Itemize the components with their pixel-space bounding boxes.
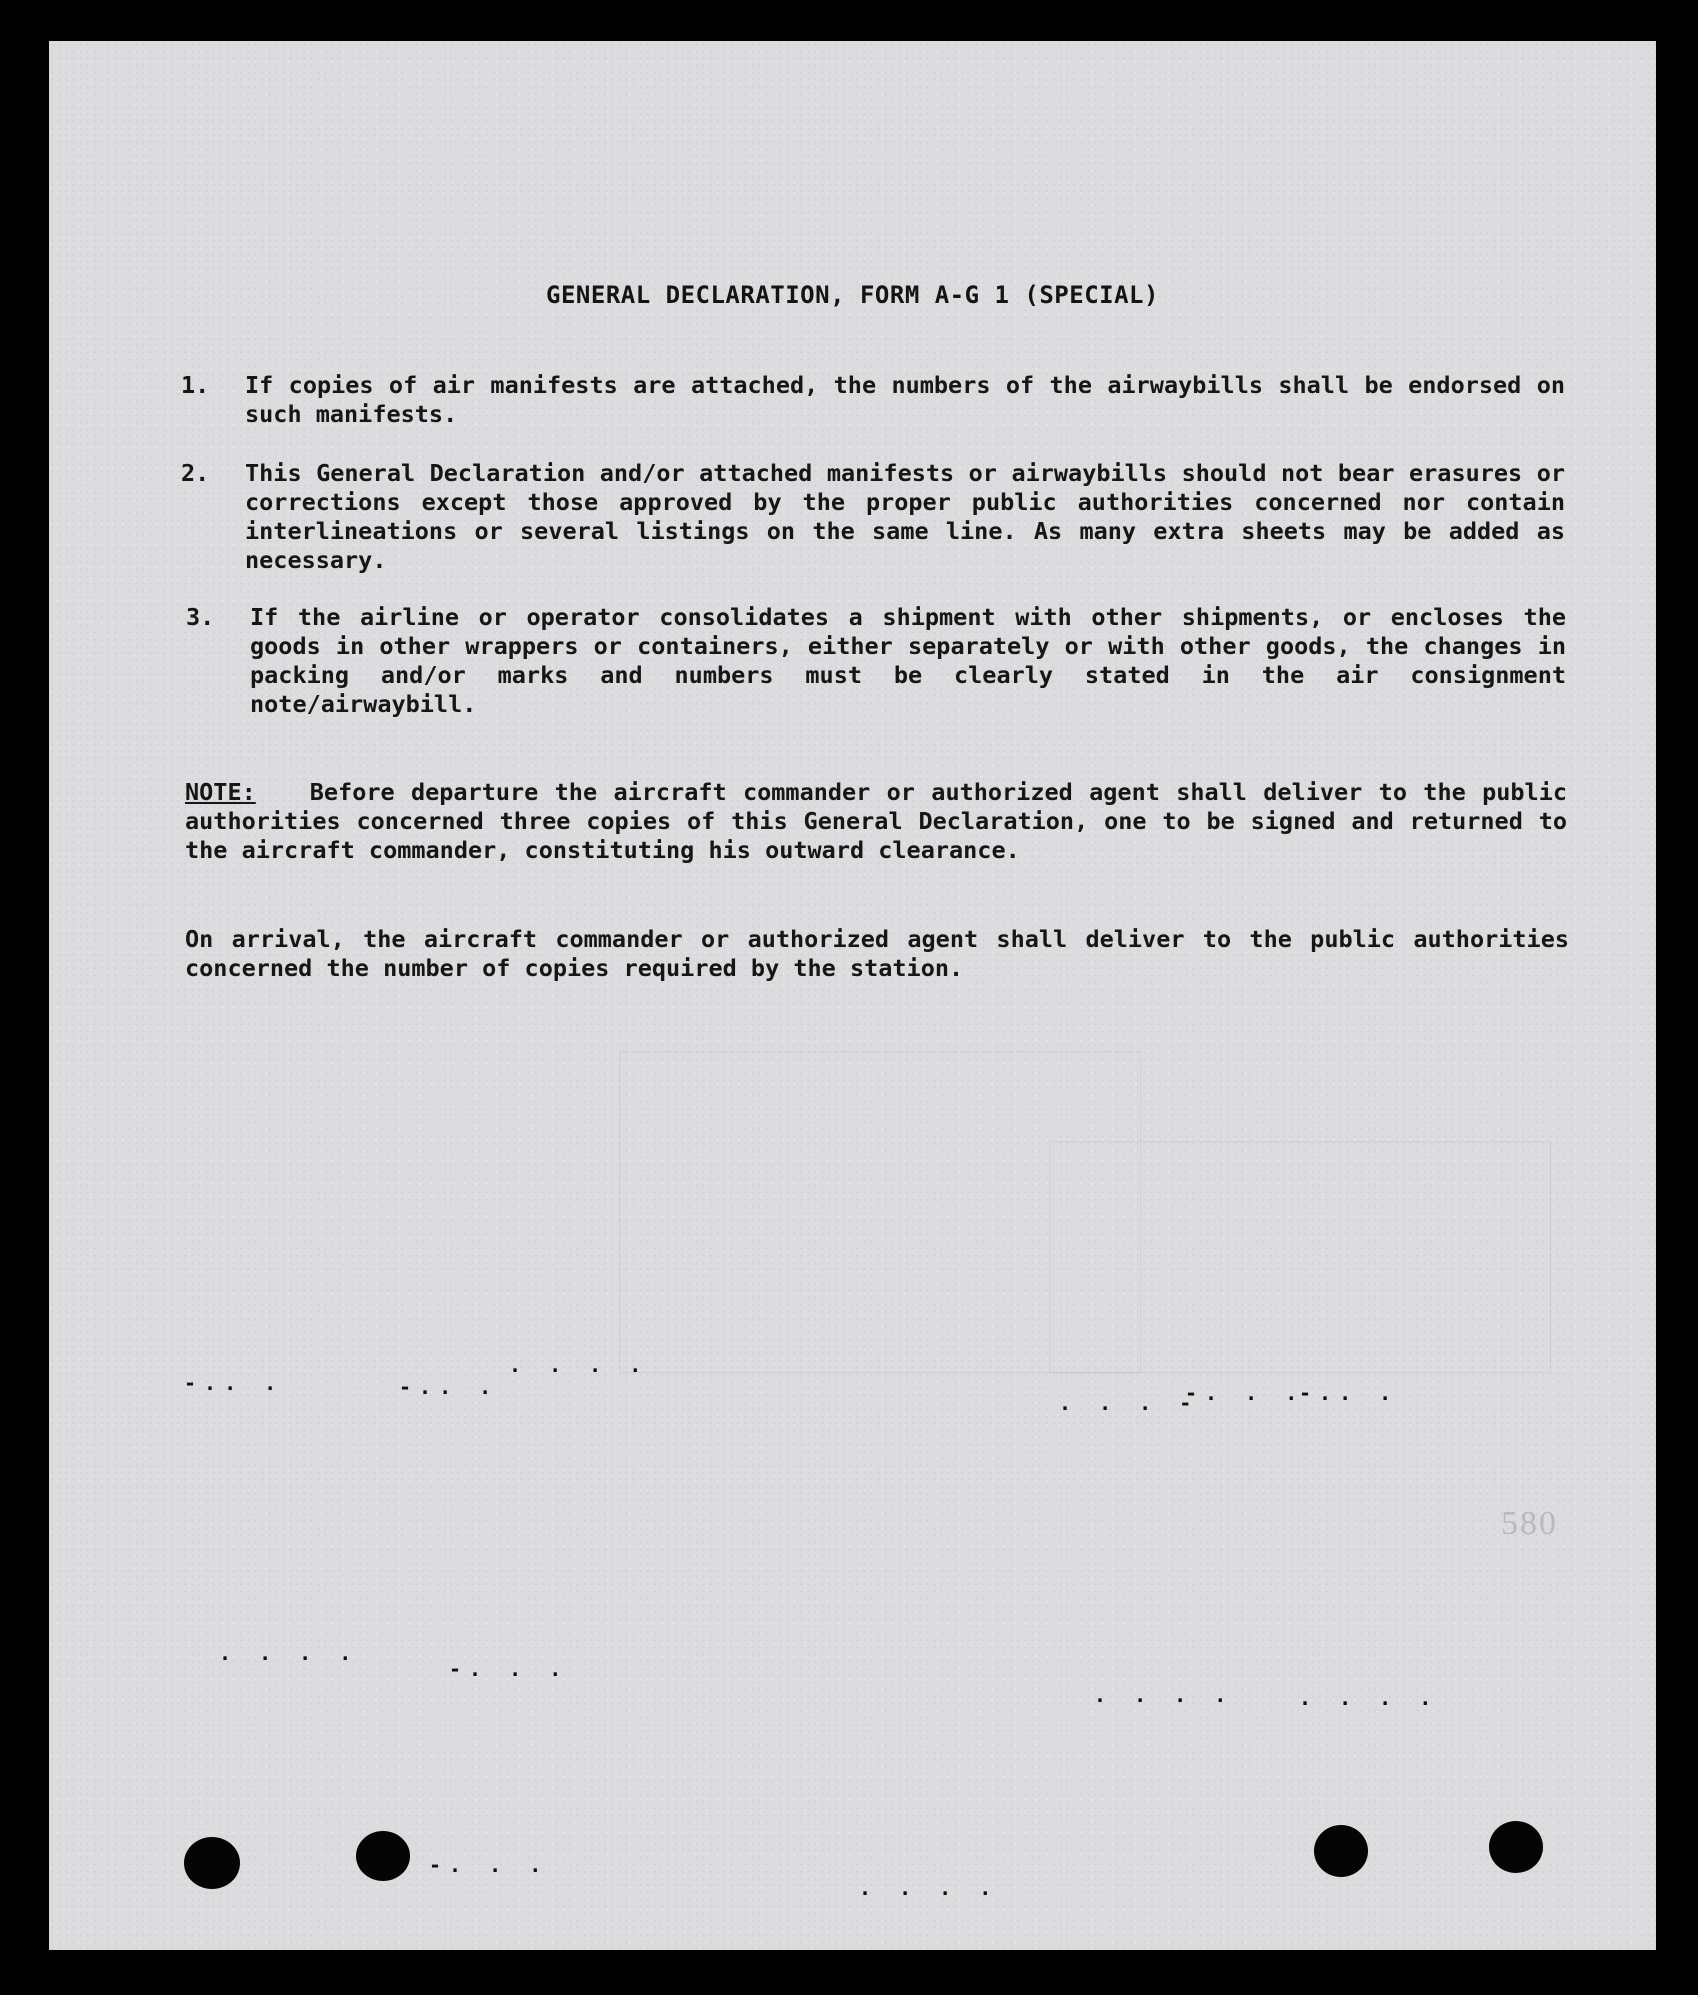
note-text: Before departure the aircraft commander or authorized agent shall deliver to the public authorities concerned three copies of this General Declaration, one to be signed and returned to the aircraft commander, constituting his outward clearance. — [185, 778, 1567, 864]
document-page — [49, 41, 1656, 1950]
document-title: GENERAL DECLARATION, FORM A-G 1 (SPECIAL) — [546, 281, 1159, 309]
item-text-3: If the airline or operator consolidates a shipment with other shipments, or encloses the goods in other wrappers or containers, either separately or with other goods, the changes in packing and/or marks and numbers must be clearly stated in the air consignment note/airwaybill. — [250, 603, 1566, 718]
item-number-3: 3. — [186, 603, 215, 631]
scan-specks: -. . . — [1185, 1381, 1306, 1405]
scan-specks: . . . . — [1299, 1686, 1440, 1710]
note-paragraph — [185, 778, 1567, 865]
punch-hole — [1489, 1821, 1543, 1873]
item-number-2: 2. — [181, 459, 210, 487]
punch-hole — [184, 1837, 240, 1889]
scan-specks: . . . . — [1094, 1683, 1235, 1707]
scan-specks: -. . . — [449, 1657, 570, 1681]
scan-specks: . . . . — [859, 1876, 1000, 1900]
scan-specks: -. . . — [429, 1853, 550, 1877]
scan-specks: -.. . — [184, 1371, 285, 1395]
bleed-through-number: 580 — [1501, 1505, 1558, 1542]
scan-specks: -.. . — [1299, 1381, 1400, 1405]
note-label: NOTE: — [185, 778, 256, 806]
punch-hole — [1314, 1825, 1368, 1877]
scan-specks: . . . . — [219, 1641, 360, 1665]
arrival-paragraph: On arrival, the aircraft commander or authorized agent shall deliver to the public authorities concerned the number of copies required by the station. — [185, 925, 1569, 982]
scan-specks: -.. . — [399, 1375, 500, 1399]
scan-specks: . . . . — [509, 1353, 650, 1377]
scan-specks: . . . - — [1059, 1391, 1200, 1415]
punch-hole — [356, 1831, 410, 1881]
item-number-1: 1. — [181, 371, 210, 399]
item-text-2: This General Declaration and/or attached manifests or airwaybills should not bear erasures or corrections except those approved by the proper public authorities concerned nor contain interlineations or several listings on the same line. As many extra sheets may be added as necessary. — [245, 459, 1565, 574]
item-text-1: If copies of air manifests are attached, the numbers of the airwaybills shall be endorsed on such manifests. — [245, 371, 1565, 428]
bleed-through-box-right — [1049, 1141, 1551, 1373]
